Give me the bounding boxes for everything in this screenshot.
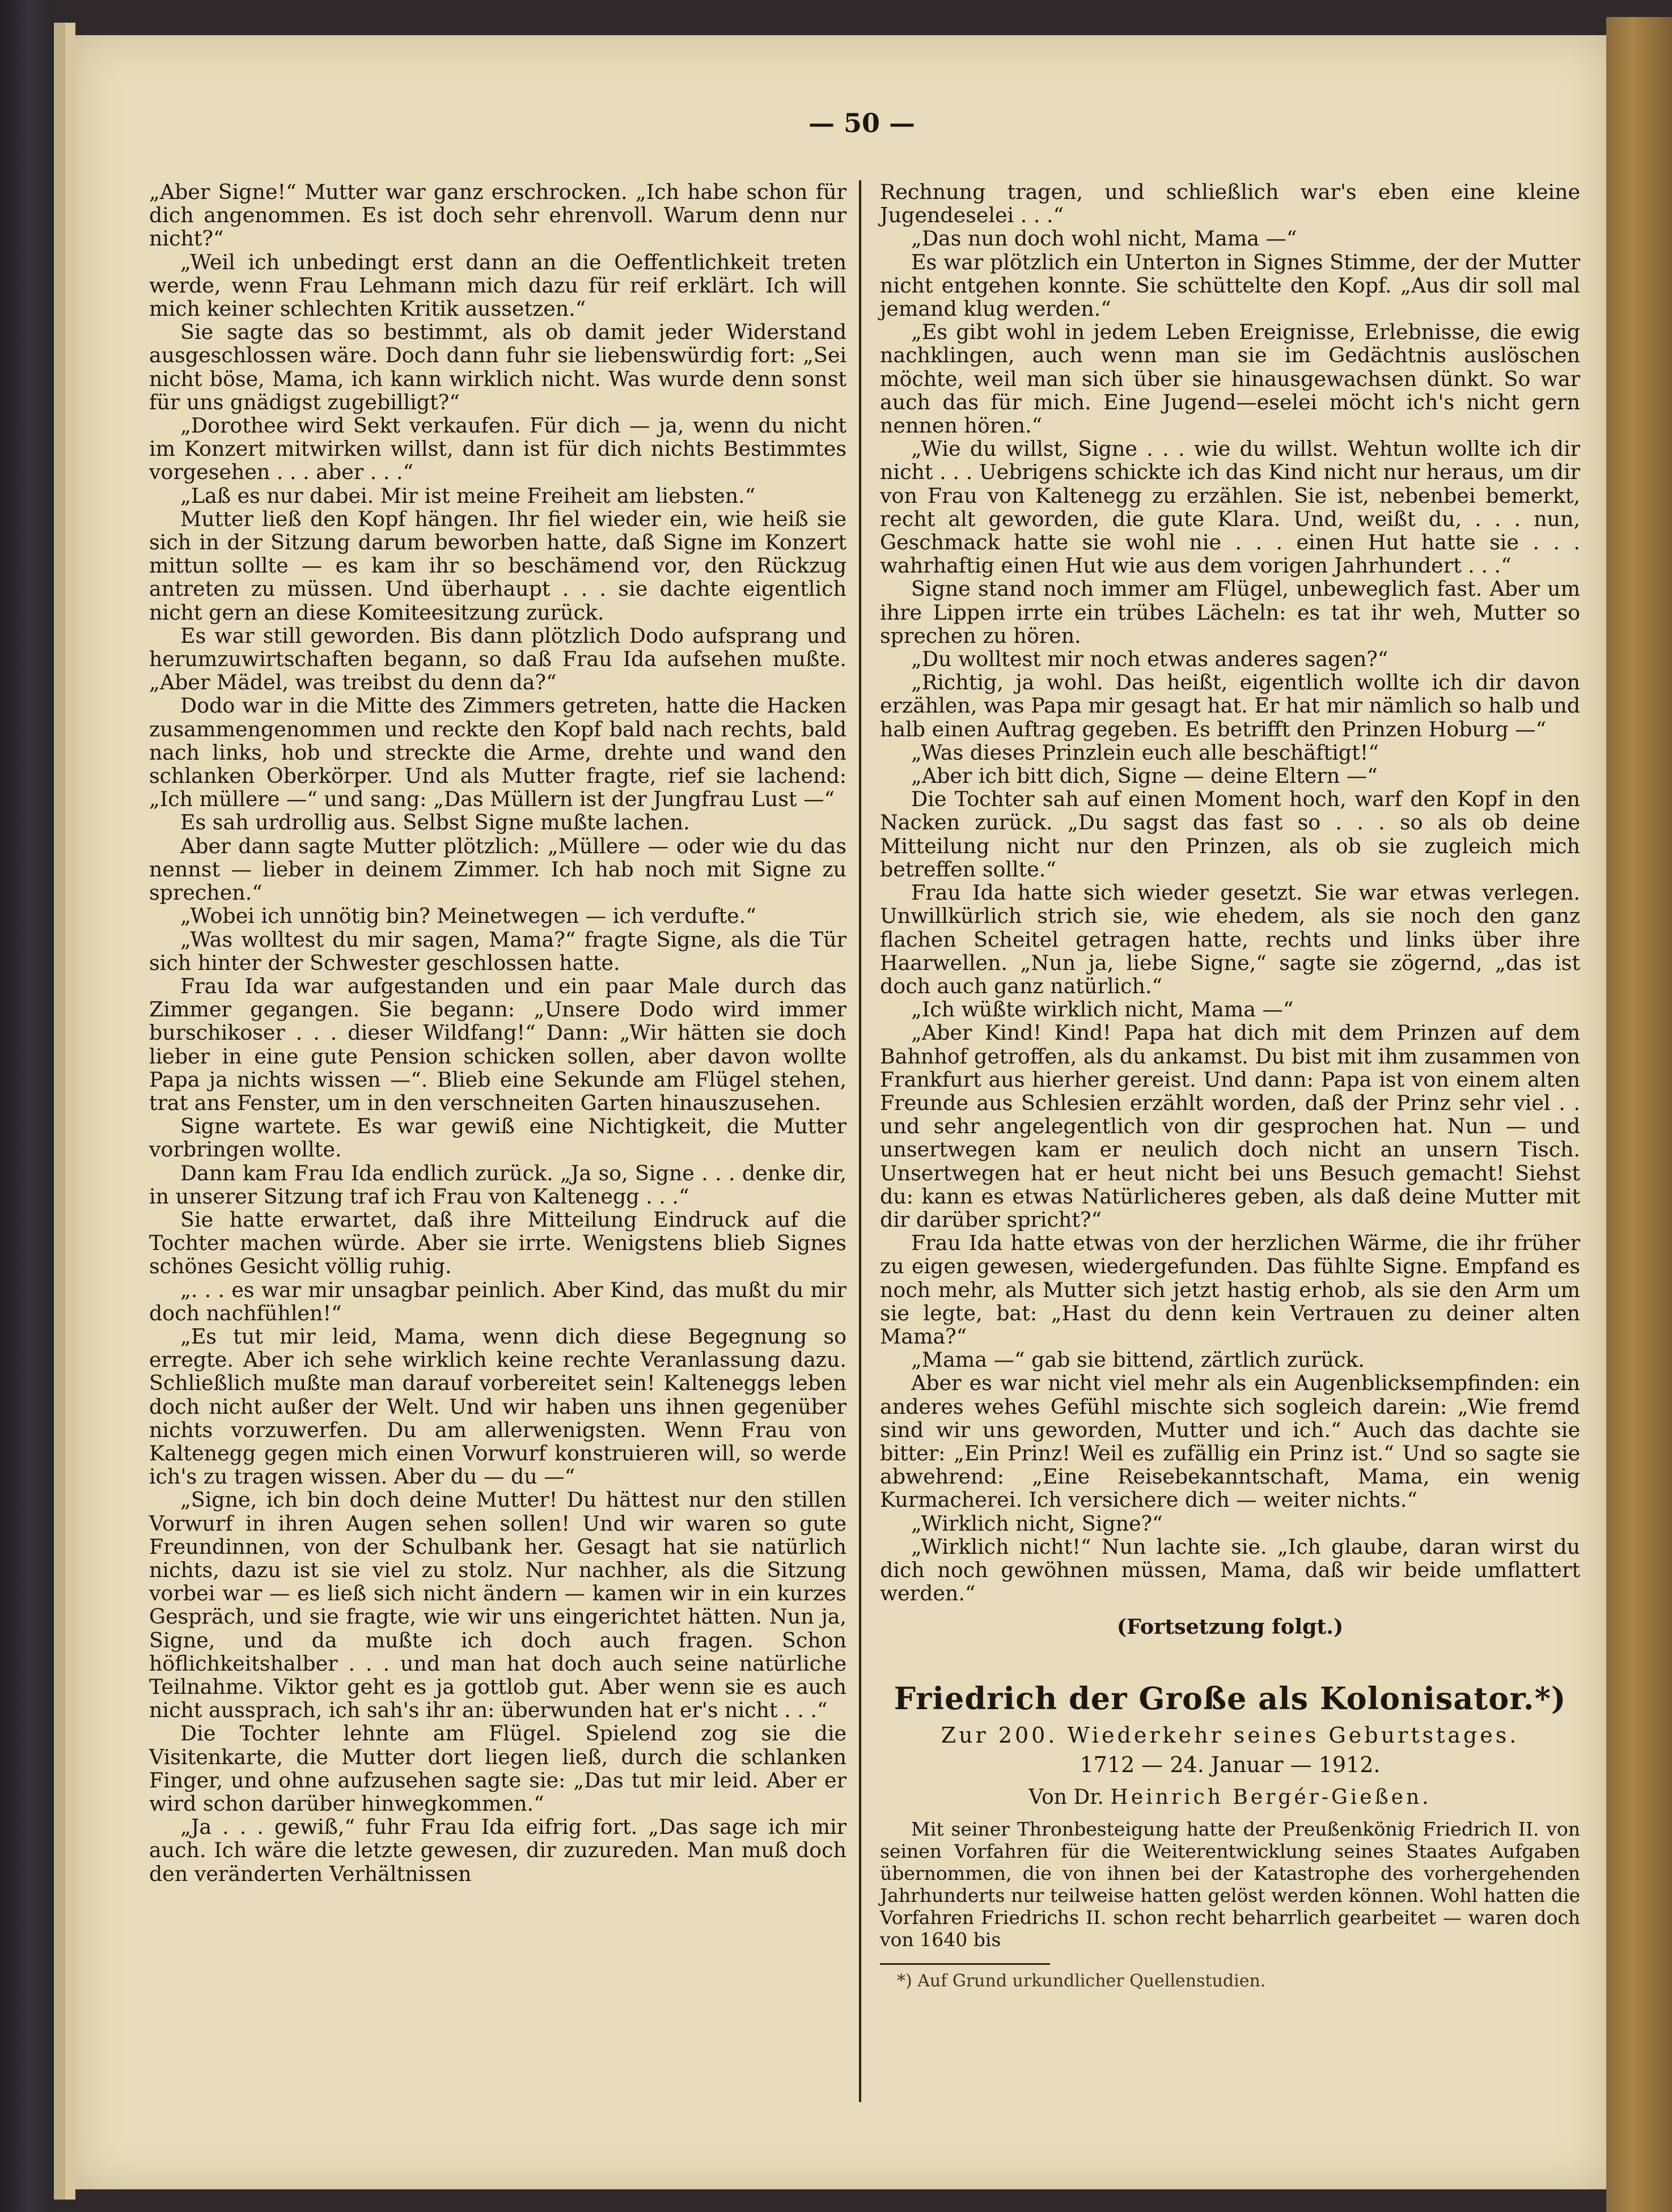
- paragraph: „Weil ich unbedingt erst dann an die Oeffentlichkeit treten werde, wenn Frau Lehmann mich dazu für reif erklärt. Ich will mich keiner schlechten Kritik aussetzen.“: [149, 249, 846, 321]
- paragraph: Dann kam Frau Ida endlich zurück. „Ja so, Signe . . . denke dir, in unserer Sitzung traf ich Frau von Kaltenegg . . .“: [149, 1160, 846, 1209]
- paragraph: Die Tochter lehnte am Flügel. Spielend zog sie die Visitenkarte, die Mutter dort liegen ließ, durch die schlanken Finger, und ohne aufzusehen sagte sie: „Das tut mir leid. Aber er wird schon darüber hinwegkommen.“: [149, 1721, 846, 1816]
- paragraph: Mutter ließ den Kopf hängen. Ihr fiel wieder ein, wie heiß sie sich in der Sitzung darum beworben hatte, daß Signe im Konzert mittun sollte — es kam ihr so beschämend vor, den Rückzug antreten zu müssen. Und überhaupt . . . sie dachte eigentlich nicht gern an diese Komiteesitzung zurück.: [149, 506, 846, 625]
- paragraph: „Aber Signe!“ Mutter war ganz erschrocken. „Ich habe schon für dich angenommen. Es ist doch sehr ehrenvoll. Warum denn nur nicht?“: [149, 180, 846, 251]
- page-edge: [54, 23, 65, 2200]
- paragraph: „Laß es nur dabei. Mir ist meine Freiheit am liebsten.“: [180, 483, 756, 508]
- paragraph: Es war plötzlich ein Unterton in Signes Stimme, der der Mutter nicht entgehen konnte. Sie schüttelte den Kopf. „Aus dir soll mal jemand klug werden.“: [880, 249, 1580, 321]
- paragraph: „Wobei ich unnötig bin? Meinetwegen — ich verdufte.“: [180, 904, 756, 929]
- paragraph: „. . . es war mir unsagbar peinlich. Aber Kind, das mußt du mir doch nachfühlen!“: [149, 1277, 846, 1325]
- paragraph: Frau Ida hatte etwas von der herzlichen Wärme, die ihr früher zu eigen gewesen, wiedergefunden. Das fühlte Signe. Empfand es noch mehr, als Mutter sich jetzt hastig erhob, als sie den Arm um sie legte, bat: „Hast du denn kein Vertrauen zu deiner alten Mama?“: [880, 1231, 1580, 1349]
- paragraph: Signe wartete. Es war gewiß eine Nichtigkeit, die Mutter vorbringen wollte.: [149, 1114, 846, 1162]
- page-number: — 50 —: [808, 108, 916, 138]
- book-binding: [0, 0, 54, 2212]
- paragraph: „Ich wüßte wirklich nicht, Mama —“: [911, 997, 1294, 1022]
- paragraph: Rechnung tragen, und schließlich war's eben eine kleine Jugendeselei . . .“: [880, 180, 1580, 228]
- paragraph: „Es tut mir leid, Mama, wenn dich diese Begegnung so erregte. Aber ich sehe wirklich keine rechte Veranlassung dazu. Schließlich mußte man darauf vorbereitet sein! Kalteneggs leben doch nicht außer der Welt. Und wir haben uns ihnen gegenüber nichts vorzuwerfen. Du am allerwenigsten. Wenn Frau von Kaltenegg gegen mich einen Vorwurf konstruieren will, so werde ich's zu tragen wissen. Aber du — du —“: [149, 1324, 846, 1489]
- paragraph: „Wirklich nicht, Signe?“: [911, 1511, 1163, 1536]
- paragraph: „Signe, ich bin doch deine Mutter! Du hättest nur den stillen Vorwurf in ihren Augen sehen sollen! Und wir waren so gute Freundinnen, von der Schulbank her. Gesagt hat sie natürlich nichts, dazu ist sie viel zu stolz. Nur nachher, als die Sitzung vorbei war — es ließ sich nicht ändern — kamen wir in ein kurzes Gespräch, und sie fragte, wie wir uns eingerichtet hätten. Nun ja, Signe, und da mußte ich doch auch fragen. Schon höflichkeitshalber . . . und man hat doch auch seine natürliche Teilnahme. Viktor geht es ja gottlob gut. Aber wenn sie es auch nicht aussprach, ich sah's ihr an: überwunden hat er's nicht . . .“: [149, 1488, 846, 1723]
- paragraph: Frau Ida hatte sich wieder gesetzt. Sie war etwas verlegen. Unwillkürlich strich sie, wie ehedem, als sie noch den ganz flachen Scheitel getragen hatte, rechts und links über ihre Haarwellen. „Nun ja, liebe Signe,“ sagte sie zögernd, „das ist doch auch ganz natürlich.“: [880, 880, 1580, 998]
- article-author: [880, 1784, 1580, 1811]
- article-dates: 1712 — 24. Januar — 1912.: [1080, 1752, 1381, 1777]
- paragraph: „Richtig, ja wohl. Das heißt, eigentlich wollte ich dir davon erzählen, was Papa mir gesagt hat. Er hat mir nämlich so halb und halb einen Auftrag gegeben. Es betrifft den Prinzen Hoburg —“: [880, 670, 1580, 741]
- author-name: Heinrich Bergér-Gießen.: [1110, 1785, 1432, 1809]
- paragraph: „Du wolltest mir noch etwas anderes sagen?“: [911, 647, 1389, 672]
- paragraph: „Wirklich nicht!“ Nun lachte sie. „Ich glaube, daran wirst du dich noch gewöhnen müssen, Mama, daß wir beide umflattert werden.“: [880, 1534, 1580, 1606]
- paragraph: Dodo war in die Mitte des Zimmers getreten, hatte die Hacken zusammengenommen und reckte den Kopf bald nach rechts, bald nach links, hob und streckte die Arme, drehte und wand den schlanken Oberkörper. Und als Mutter fragte, rief sie lachend: „Ich müllere —“ und sang: „Das Müllern ist der Jungfrau Lust —“: [149, 693, 846, 812]
- paragraph: „Das nun doch wohl nicht, Mama —“: [911, 226, 1297, 251]
- author-prefix: Von Dr.: [1028, 1785, 1104, 1809]
- paragraph: „Es gibt wohl in jedem Leben Ereignisse, Erlebnisse, die ewig nachklingen, auch wenn man sie im Gedächtnis auslöschen möchte, weil man sich über sie hinausgewachsen dünkt. So war auch das für mich. Eine Jugend—eselei möcht ich's nicht gern nennen hören.“: [880, 320, 1580, 438]
- paragraph: „Wie du willst, Signe . . . wie du willst. Wehtun wollte ich dir nicht . . . Uebrigens schickte ich das Kind nicht nur heraus, um dir von Frau von Kaltenegg zu erzählen. Sie ist, nebenbei bemerkt, recht alt geworden, die gute Klara. Und, weißt du, . . . nun, Geschmack hatte sie wohl nie . . . einen Hut hatte sie . . . wahrhaftig einen Hut wie aus dem vorigen Jahrhundert . . .“: [880, 437, 1580, 578]
- paragraph: Aber dann sagte Mutter plötzlich: „Müllere — oder wie du das nennst — lieber in deinem Zimmer. Ich hab noch mit Signe zu sprechen.“: [149, 833, 846, 905]
- paragraph: „Was wolltest du mir sagen, Mama?“ fragte Signe, als die Tür sich hinter der Schwester geschlossen hatte.: [149, 927, 846, 975]
- paragraph: Aber es war nicht viel mehr als ein Augenblicksempfinden: ein anderes wehes Gefühl mischte sich sogleich darein: „Wie fremd sind wir uns geworden, Mutter und ich.“ Auch das dachte sie bitter: „Ein Prinz! Weil es zufällig ein Prinz ist.“ Und so sagte sie abwehrend: „Eine Reisebekanntschaft, Mama, ein wenig Kurmacherei. Ich versichere dich — weiter nichts.“: [880, 1371, 1580, 1512]
- paragraph: Es war still geworden. Bis dann plötzlich Dodo aufsprang und herumzuwirtschaften begann, so daß Frau Ida aufsehen mußte. „Aber Mädel, was treibst du denn da?“: [149, 623, 846, 695]
- paragraph: „Mama —“ gab sie bittend, zärtlich zurück.: [911, 1347, 1365, 1372]
- paragraph: Die Tochter sah auf einen Moment hoch, warf den Kopf in den Nacken zurück. „Du sagst das fast so . . . so als ob deine Mitteilung nicht nur den Prinzen, als ob sie zugleich mich betreffen sollte.“: [880, 787, 1580, 882]
- paragraph: Signe stand noch immer am Flügel, unbeweglich fast. Aber um ihre Lippen irrte ein trübes Lächeln: es tat ihr weh, Mutter so sprechen zu hören.: [880, 577, 1580, 648]
- paragraph: „Was dieses Prinzlein euch alle beschäftigt!“: [911, 740, 1379, 765]
- paragraph: Es sah urdrollig aus. Selbst Signe mußte lachen.: [180, 810, 690, 835]
- page-edge: [65, 23, 75, 2200]
- article-title: Friedrich der Große als Kolonisator.*): [894, 1680, 1567, 1717]
- paragraph: Frau Ida war aufgestanden und ein paar Male durch das Zimmer gegangen. Sie begann: „Unsere Dodo wird immer burschikoser . . . dieser Wildfang!“ Dann: „Wir hätten sie doch lieber in eine gute Pension schicken sollen, aber davon wollte Papa ja nichts wissen —“. Blieb eine Sekunde am Flügel stehen, trat ans Fenster, um in den verschneiten Garten hinauszusehen.: [149, 973, 846, 1115]
- right-column: [880, 180, 1580, 1992]
- article-body: Mit seiner Thronbesteigung hatte der Preußenkönig Friedrich II. von seinen Vorfahren für die Weiterentwicklung seines Staates Aufgaben übernommen, die von ihnen bei der Katastrophe des vorhergehenden Jahrhunderts nur teilweise hatten gelöst werden können. Wohl hatten die Vorfahren Friedrichs II. schon recht beharrlich gearbeitet — waren doch von 1640 bis: [880, 1817, 1580, 1951]
- article-subtitle: Zur 200. Wiederkehr seines Geburtstages.: [941, 1722, 1519, 1748]
- next-page-edge: [1606, 17, 1672, 2212]
- left-column: [149, 180, 846, 1885]
- paragraph: „Aber Kind! Kind! Papa hat dich mit dem Prinzen auf dem Bahnhof getroffen, als du ankamst. Du bist mit ihm zusammen von Frankfurt aus hierher gereist. Und dann: Papa ist von einem alten Freunde aus Schlesien erzählt worden, daß der Prinz sehr viel . . und sehr angelegentlich von dir gesprochen hat. Nun — und unsertwegen kam er neulich doch nicht an unsern Tisch. Unsertwegen hat er heut nicht bei uns Besuch gemacht! Siehst du: kann es etwas Natürlicheres geben, als daß deine Mutter mit dir darüber spricht?“: [880, 1020, 1580, 1232]
- footnote: *) Auf Grund urkundlicher Quellenstudien.: [897, 1971, 1266, 1991]
- paragraph: „Dorothee wird Sekt verkaufen. Für dich — ja, wenn du nicht im Konzert mitwirken willst, dann ist für dich nichts Bestimmtes vorgesehen . . . aber . . .“: [149, 413, 846, 485]
- column-divider: [859, 180, 861, 2102]
- paragraph: „Ja . . . gewiß,“ fuhr Frau Ida eifrig fort. „Das sage ich mir auch. Ich wäre die letzte gewesen, dir zuzureden. Man muß doch den veränderten Verhältnissen: [149, 1815, 846, 1886]
- footnote-rule: [880, 1963, 1050, 1965]
- paragraph: Sie sagte das so bestimmt, als ob damit jeder Widerstand ausgeschlossen wäre. Doch dann fuhr sie liebenswürdig fort: „Sei nicht böse, Mama, ich kann wirklich nicht. Was wurde denn sonst für uns gnädigst zugebilligt?“: [149, 320, 846, 414]
- paragraph: Sie hatte erwartet, daß ihre Mitteilung Eindruck auf die Tochter machen würde. Aber sie irrte. Wenigstens blieb Signes schönes Gesicht völlig ruhig.: [149, 1207, 846, 1279]
- continuation-note: (Fortsetzung folgt.): [1116, 1614, 1344, 1639]
- paragraph: „Aber ich bitt dich, Signe — deine Eltern —“: [911, 764, 1378, 789]
